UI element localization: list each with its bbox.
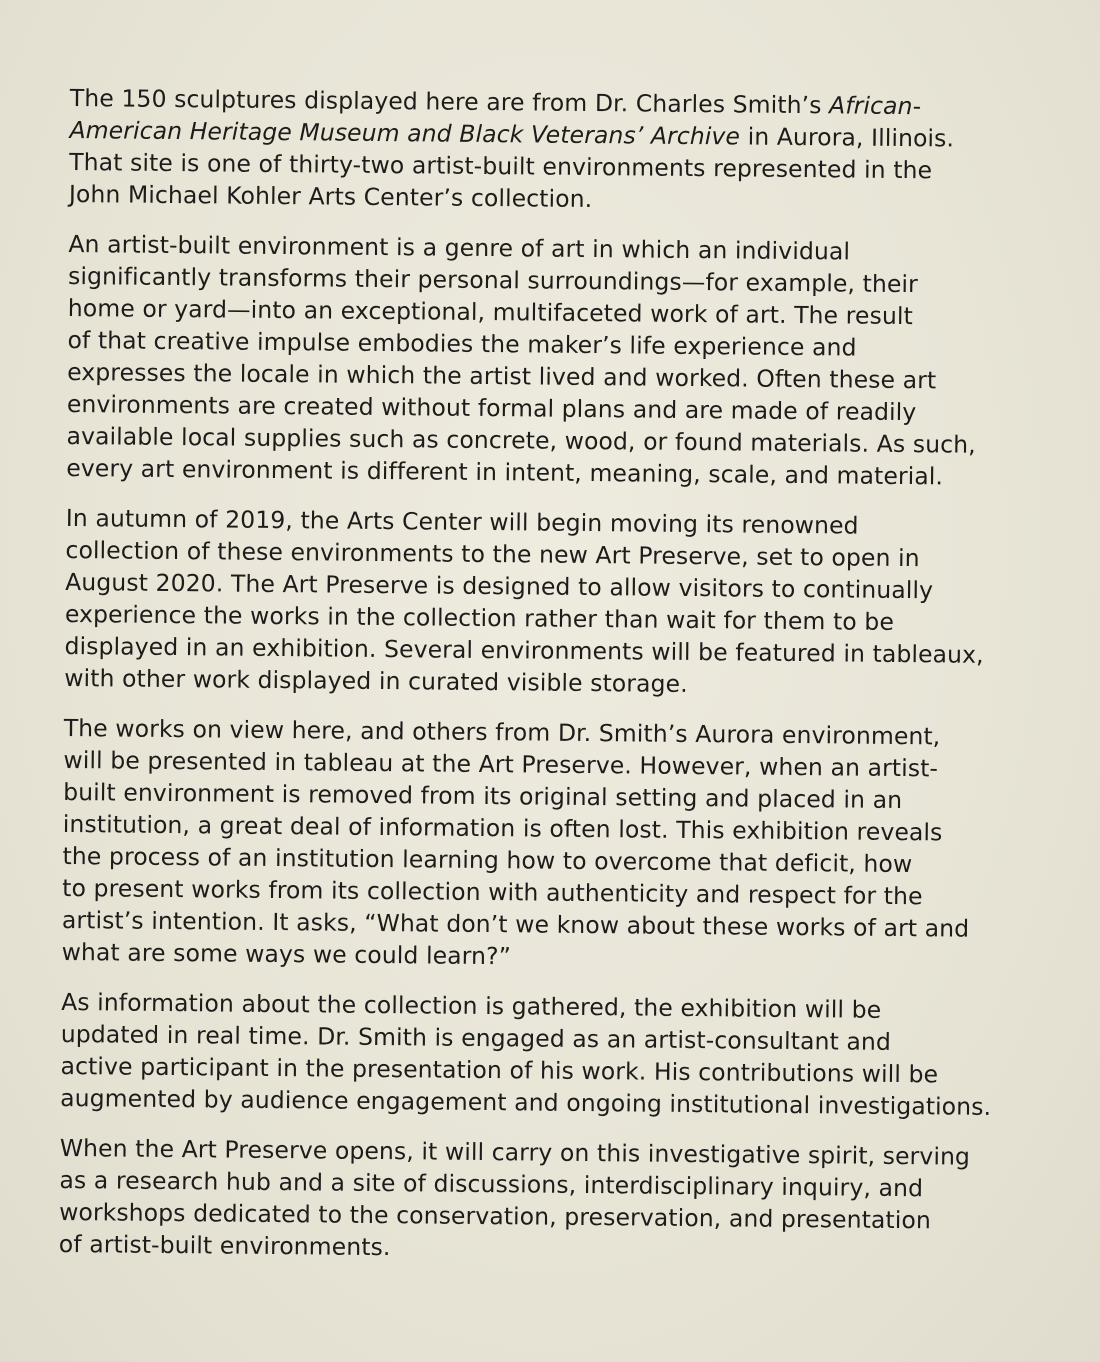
text-line: home or yard—into an exceptional, multifaceted work of art. The result	[67, 293, 913, 331]
text-line: workshops dedicated to the conservation, preservation, and presentation	[59, 1197, 932, 1235]
text-line: John Michael Kohler Arts Center’s collection.	[68, 179, 593, 214]
paragraph-5	[60, 986, 1011, 1123]
museum-title-italic: African-	[828, 91, 922, 121]
text-line: displayed in an exhibition. Several environments will be featured in tableaux,	[64, 631, 984, 669]
text-line: In autumn of 2019, the Arts Center will begin moving its renowned	[65, 503, 859, 540]
text-line: every art environment is different in intent, meaning, scale, and material.	[66, 453, 944, 491]
text-line: augmented by audience engagement and ongoing institutional investigations.	[60, 1083, 992, 1121]
wall-text	[59, 82, 1020, 1287]
paragraph-4	[61, 712, 1013, 977]
text-span: in Aurora, Illinois.	[739, 122, 955, 153]
text-line: artist’s intention. It asks, “What don’t we know about these works of art and	[61, 905, 970, 943]
text-line: with other work displayed in curated visible storage.	[64, 663, 688, 698]
text-line: experience the works in the collection rather than wait for them to be	[64, 599, 895, 636]
text-line: of that creative impulse embodies the maker’s life experience and	[67, 325, 857, 362]
text-line: collection of these environments to the new Art Preserve, set to open in	[65, 535, 920, 573]
text-line: environments are created without formal plans and are made of readily	[66, 389, 917, 427]
text-line: As information about the collection is gathered, the exhibition will be	[61, 987, 882, 1024]
paragraph-1	[69, 82, 1020, 219]
text-line: That site is one of thirty-two artist-built environments represented in the	[69, 147, 933, 185]
text-line: An artist-built environment is a genre of art in which an individual	[68, 229, 851, 266]
text-line: updated in real time. Dr. Smith is engaged as an artist-consultant and	[60, 1019, 892, 1056]
text-line: institution, a great deal of information is often lost. This exhibition reveals	[62, 809, 943, 847]
text-line: the process of an institution learning how to overcome that deficit, how	[62, 841, 913, 879]
text-line: available local supplies such as concrete, wood, or found materials. As such,	[66, 421, 976, 459]
text-line: will be presented in tableau at the Art Preserve. However, when an artist-	[63, 745, 939, 783]
text-line: August 2020. The Art Preserve is designed to allow visitors to continually	[65, 567, 934, 605]
text-span: The 150 sculptures displayed here are from Dr. Charles Smith’s	[69, 83, 830, 120]
text-line: of artist-built environments.	[58, 1229, 391, 1262]
paragraph-6	[59, 1132, 1010, 1269]
museum-title-italic: American Heritage Museum and Black Veterans’ Archive	[69, 115, 741, 151]
text-line: what are some ways we could learn?”	[61, 937, 512, 971]
text-line: The works on view here, and others from Dr. Smith’s Aurora environment,	[63, 713, 941, 751]
paragraph-3	[64, 502, 1016, 703]
text-line: built environment is removed from its original setting and placed in an	[63, 777, 903, 815]
text-line: as a research hub and a site of discussions, interdisciplinary inquiry, and	[59, 1165, 924, 1203]
text-line: When the Art Preserve opens, it will carry on this investigative spirit, serving	[59, 1133, 971, 1171]
text-line: to present works from its collection with authenticity and respect for the	[62, 873, 923, 911]
text-line: significantly transforms their personal surroundings—for example, their	[68, 261, 919, 299]
text-line: active participant in the presentation of his work. His contributions will be	[60, 1051, 939, 1089]
paragraph-2	[66, 228, 1018, 493]
text-line: expresses the locale in which the artist lived and worked. Often these art	[67, 357, 937, 395]
